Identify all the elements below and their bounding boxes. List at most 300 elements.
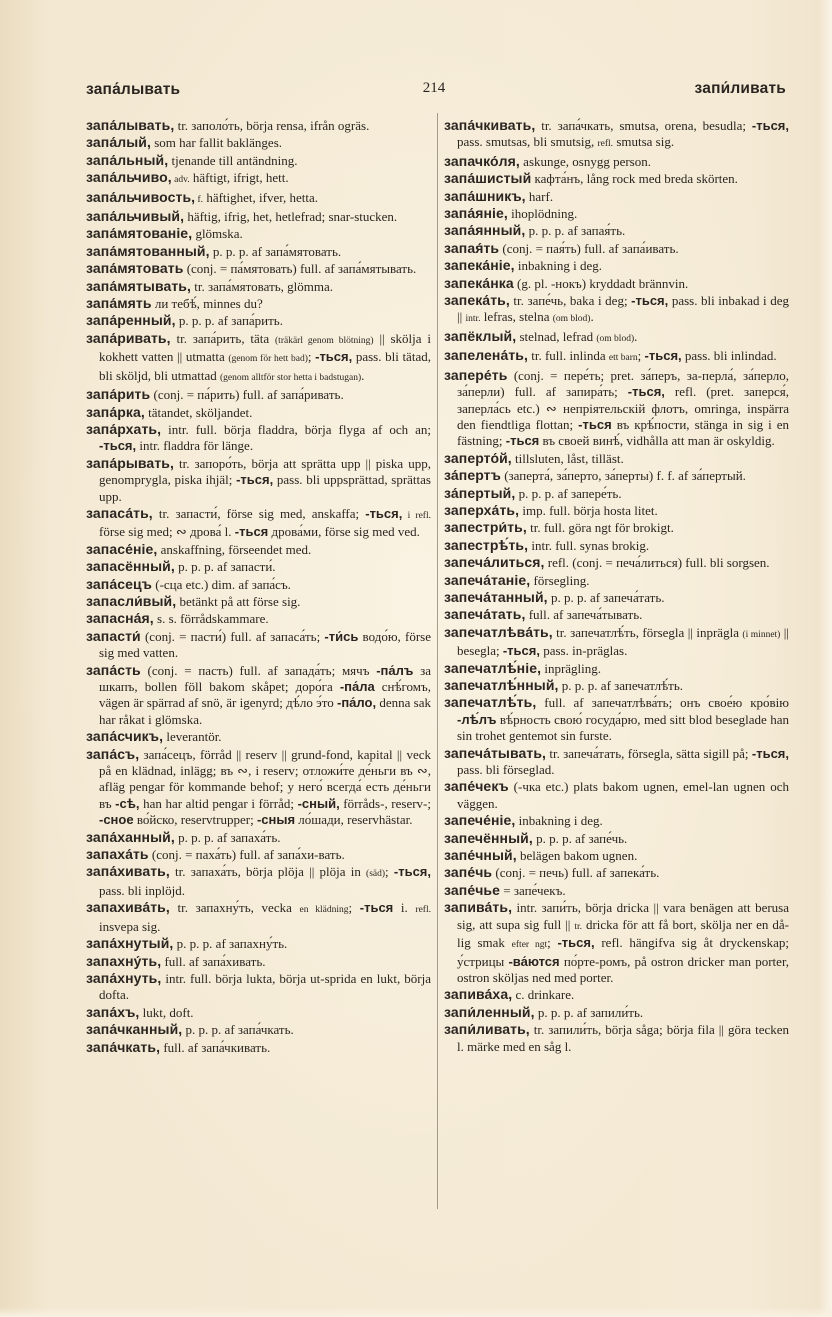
dictionary-entry bbox=[444, 778, 789, 812]
inflection-form: -ться bbox=[578, 416, 612, 432]
usage-note: (träkärl genom blötning) bbox=[275, 335, 374, 346]
headword: запасённый, bbox=[86, 558, 175, 575]
usage-note: (säd) bbox=[366, 869, 386, 880]
dictionary-entry bbox=[86, 208, 431, 225]
headword: запи́ленный, bbox=[444, 1003, 535, 1020]
definition-text: p. p. p. af запа́чкать. bbox=[182, 1022, 294, 1038]
usage-note: (om blod) bbox=[552, 314, 591, 325]
inflection-form: -ва́ются bbox=[508, 953, 560, 969]
definition-text: imp. full. börja hosta litet. bbox=[519, 502, 658, 518]
headword: запа́чканный, bbox=[86, 1021, 183, 1038]
dictionary-entry bbox=[444, 292, 789, 328]
headword: запа́мятывать, bbox=[86, 277, 192, 294]
definition-text: tr. запаха́ть, börja plöja || plöja in bbox=[169, 864, 367, 880]
definition-text: въ своей винѣ́, vidhålla att man är oskyldig. bbox=[539, 433, 775, 449]
dictionary-entry bbox=[444, 1021, 789, 1055]
definition-text: p. p. p. af запили́ть. bbox=[534, 1004, 644, 1020]
usage-note: tr. bbox=[574, 921, 583, 932]
definition-text: leverantör. bbox=[163, 729, 222, 745]
headword: запа́яніе, bbox=[444, 205, 508, 222]
definition-text: дрова́ми, förse sig med ved. bbox=[268, 524, 420, 540]
headword: запачко́ля, bbox=[444, 152, 520, 169]
dictionary-entry bbox=[86, 421, 431, 455]
dictionary-entry bbox=[444, 882, 789, 899]
definition-text: кафта́нъ, lång rock med breda skörten. bbox=[531, 171, 738, 187]
dictionary-entry bbox=[444, 745, 789, 779]
dictionary-entry bbox=[444, 450, 789, 467]
definition-text: pass. bli inplöjd. bbox=[99, 882, 185, 898]
definition-text: снѣ́гомъ, vägen är spärrad af snö, är igenyrd; дѣ́ло э́то bbox=[99, 679, 431, 711]
definition-text: (conj. = па́мятовать) full. af запа́мятывать. bbox=[183, 261, 417, 277]
headword: запасе́ніе, bbox=[86, 540, 158, 557]
definition-text: lukt, doft. bbox=[139, 1004, 194, 1020]
definition-text: smutsa sig. bbox=[613, 134, 675, 150]
dictionary-entry bbox=[444, 1004, 789, 1021]
definition-text: p. p. p. af запеча́тать. bbox=[547, 589, 665, 605]
headword: запаха́ть bbox=[86, 846, 149, 863]
dictionary-entry bbox=[444, 554, 789, 571]
definition-text: p. p. p. af запахну́ть. bbox=[173, 936, 288, 952]
headword: запахну́ть, bbox=[86, 952, 162, 969]
definition-text: (g. pl. -нокъ) kryddadt brännvin. bbox=[513, 275, 689, 291]
headword: запеча́тывать, bbox=[444, 744, 547, 761]
usage-note: refl. bbox=[597, 139, 614, 150]
inflection-form: -ться, bbox=[502, 643, 540, 659]
definition-text: full. af запеча́тывать. bbox=[525, 607, 643, 623]
headword: запечатлѣ́ть, bbox=[444, 694, 537, 711]
headword: запестрѣ́ть, bbox=[444, 536, 529, 553]
inflection-form: -ться, bbox=[644, 348, 682, 364]
definition-text: tillsluten, låst, tilläst. bbox=[511, 450, 624, 466]
definition-text: refl. (conj. = печа́литься) full. bli sorgsen. bbox=[544, 555, 770, 571]
usage-note: i refl. bbox=[402, 510, 431, 521]
headword: запе́чекъ bbox=[444, 778, 509, 795]
definition-text: (conj. = па́рить) full. af запа́ривать. bbox=[150, 387, 344, 403]
definition-text: p. p. p. af запа́рить. bbox=[175, 313, 283, 329]
headword: запа́сецъ bbox=[86, 575, 152, 592]
inflection-form: -па́лъ bbox=[376, 662, 414, 678]
definition-text: въ крѣ́пости, stänga in sig i en fästning; bbox=[457, 416, 789, 449]
dictionary-entry bbox=[86, 189, 431, 208]
dictionary-entry bbox=[444, 502, 789, 519]
headword: запа́мять bbox=[86, 295, 152, 312]
inflection-form: -ться, bbox=[365, 505, 403, 521]
dictionary-entry bbox=[86, 970, 431, 1004]
definition-text: pass. bli tätad, bli sköljd, bli utmattad bbox=[99, 349, 431, 383]
headword: запеча́танный, bbox=[444, 588, 548, 605]
definition-text: inbakning i deg. bbox=[514, 258, 603, 274]
headword: запа́сть bbox=[86, 661, 141, 678]
headword: запа́хнуть, bbox=[86, 969, 162, 986]
definition-text: ihoplödning. bbox=[507, 206, 578, 222]
headword: запа́ривать, bbox=[86, 329, 171, 346]
definition-text: som har fallit baklänges. bbox=[150, 135, 283, 151]
definition-text: refl. hängifva sig åt dryckenskap; у́стрицы bbox=[457, 935, 789, 969]
definition-text: pass. smutsas, bli smutsig, bbox=[457, 134, 598, 150]
definition-text: tr. запахну́ть, vecka bbox=[169, 900, 300, 916]
dictionary-entry bbox=[86, 628, 431, 662]
inflection-form: -па́ло, bbox=[337, 695, 377, 711]
definition-text: p. p. p. af запаха́ть. bbox=[174, 829, 281, 845]
inflection-form: -ться bbox=[359, 900, 394, 916]
headword: запестри́ть, bbox=[444, 519, 527, 536]
dictionary-entry bbox=[444, 328, 789, 347]
dictionary-entry bbox=[86, 169, 431, 188]
definition-text: förråds-, reserv-; bbox=[339, 795, 431, 811]
dictionary-entry bbox=[86, 386, 431, 403]
headword: запа́лывать, bbox=[86, 117, 175, 133]
definition-text: ; bbox=[547, 935, 558, 951]
left-column bbox=[86, 117, 431, 1056]
dictionary-entry bbox=[444, 188, 789, 205]
headword: запа́рить bbox=[86, 386, 151, 403]
inflection-form: -ти́сь bbox=[324, 628, 359, 644]
definition-text: tr. заполо́ть, börja rensa, ifrån ogräs. bbox=[174, 118, 370, 133]
definition-text: insvepa sig. bbox=[99, 918, 161, 934]
headword: запа́льный, bbox=[86, 151, 169, 168]
definition-text: pass. bli uppsprättad, sprättas upp. bbox=[99, 472, 431, 504]
dictionary-entry bbox=[444, 864, 789, 881]
dictionary-entry bbox=[86, 295, 431, 312]
definition-text: stelnad, lefrad bbox=[516, 328, 597, 344]
dictionary-entry bbox=[86, 846, 431, 863]
inflection-form: -ться, bbox=[315, 349, 353, 365]
definition-text: intr. full. börja lukta, börja ut-sprida en lukt, börja dofta. bbox=[99, 970, 431, 1003]
definition-text: ло́шади, reservhästar. bbox=[295, 812, 413, 828]
definition-text: tr. запа́мятовать, glömma. bbox=[191, 278, 334, 294]
definition-text: s. s. förrådskammare. bbox=[153, 611, 269, 627]
paper-edge bbox=[0, 1307, 832, 1317]
page-number: 214 bbox=[422, 80, 446, 96]
headword: запеча́таніе, bbox=[444, 571, 531, 588]
inflection-form: -ться, bbox=[557, 935, 595, 951]
column-divider bbox=[437, 113, 438, 1209]
headword: запа́ханный, bbox=[86, 828, 175, 845]
dictionary-entry bbox=[86, 728, 431, 745]
headword: за́пертъ bbox=[444, 467, 501, 484]
definition-text: tr. запеча́тать, försegla, sätta sigill på; bbox=[546, 745, 752, 761]
headword: запа́мятованный, bbox=[86, 242, 210, 259]
headword: запа́янный, bbox=[444, 222, 526, 239]
dictionary-entry bbox=[444, 694, 789, 744]
definition-text: lefras, stelna bbox=[480, 309, 553, 325]
definition-text: p. p. p. af запасти́. bbox=[174, 559, 276, 575]
headword: запива́ть, bbox=[444, 899, 513, 916]
dictionary-entry bbox=[444, 485, 789, 502]
dictionary-entry bbox=[444, 677, 789, 694]
definition-text: intr. fladdra för länge. bbox=[136, 438, 254, 454]
definition-text: tr. запа́рить, täta bbox=[170, 330, 276, 346]
definition-text: p. p. p. af запечатлѣ́ть. bbox=[558, 678, 684, 693]
definition-text: (conj. = печь) full. af запека́ть. bbox=[492, 865, 660, 881]
headword: запе́чь bbox=[444, 864, 493, 881]
headword: запасти́ bbox=[86, 627, 141, 644]
definition-text: (-сца etc.) dim. af запа́съ. bbox=[152, 576, 291, 592]
headword: запеча́тать, bbox=[444, 606, 526, 623]
definition-text: tr. full. göra ngt för brokigt. bbox=[526, 520, 674, 536]
usage-note: (genom alltför stor hetta i badstugan) bbox=[219, 372, 362, 383]
headword: запа́чкать, bbox=[86, 1038, 161, 1055]
usage-note: ett barn bbox=[608, 353, 638, 364]
definition-text: за шкапъ, bollen föll bakom skåpet; доро́га bbox=[99, 662, 432, 694]
definition-text: belägen bakom ugnen. bbox=[516, 848, 638, 864]
inflection-form: -ться, bbox=[751, 745, 789, 761]
dictionary-entry bbox=[444, 537, 789, 554]
dictionary-entry bbox=[86, 610, 431, 627]
definition-text: inbakning i deg. bbox=[515, 813, 603, 829]
headword: запечатлѣ́нный, bbox=[444, 677, 559, 693]
definition-text: denna sak har råkat i glömska. bbox=[99, 695, 431, 727]
definition-text: (conj. = пая́ть) full. af запа́ивать. bbox=[499, 240, 679, 256]
headword: запа́хнутый, bbox=[86, 935, 174, 952]
dictionary-entry bbox=[86, 455, 431, 505]
headword: запёклый, bbox=[444, 327, 517, 344]
definition-text: pass. bli inbakad i deg || bbox=[457, 293, 789, 325]
headword: запека́ть, bbox=[444, 292, 510, 309]
definition-text: pass. in-präglas. bbox=[539, 643, 628, 659]
definition-text: han har altid pengar i förråd; bbox=[139, 795, 298, 811]
definition-text: p. p. p. af запе́чь. bbox=[532, 830, 628, 846]
dictionary-entry bbox=[86, 863, 431, 899]
running-head-left: запа́лывать bbox=[86, 81, 181, 98]
definition-text: запа́сецъ, förråd || reserv || grund-fond, kapital || veck på en klädnad, inlägg; въ ∾, i reserv; отложи́те де́ньги въ ∾, afläg pengar för kommande behof; у него́ всегда́ есть де́ньги въ bbox=[99, 746, 431, 811]
headword: запе́чный, bbox=[444, 847, 517, 864]
definition-text: full. af запа́хивать. bbox=[161, 953, 266, 969]
dictionary-entry bbox=[444, 257, 789, 274]
headword: запа́хивать, bbox=[86, 863, 170, 880]
definition-text: pass. bli förseglad. bbox=[457, 762, 555, 778]
headword: запека́нка bbox=[444, 274, 514, 291]
definition-text: refl. (pret. заперся́, заперла́сь etc.) ∾ непріятельскій флотъ, omringa, inspärra den fiendtliga flottan; bbox=[457, 384, 789, 432]
dictionary-entry bbox=[444, 519, 789, 536]
definition-text: вѣ́рность свою́ госуда́рю, med sitt blod beseglade han sin trohet gentemot sin furste. bbox=[457, 711, 789, 744]
headword: запа́рывать, bbox=[86, 454, 174, 471]
dictionary-entry bbox=[86, 152, 431, 169]
definition-text: intr. запи́ть, börja dricka || vara benägen att berusa sig, att supa sig full || bbox=[457, 900, 789, 932]
paper-edge bbox=[818, 0, 832, 1317]
definition-text: förse sig med; ∾ дрова́ l. bbox=[99, 524, 235, 540]
headword: заперто́й, bbox=[444, 449, 512, 466]
inflection-form: -сѣ, bbox=[115, 795, 140, 811]
definition-text: tjenande till antändning. bbox=[168, 152, 298, 168]
definition-text: p. p. p. af запере́ть. bbox=[515, 485, 622, 501]
definition-text: (заперта́, за́перто, за́перты) f. f. af за́пертый. bbox=[500, 468, 746, 484]
definition-text: betänkt på att förse sig. bbox=[176, 593, 301, 609]
definition-text: || skölja i kokhett vatten || utmatta bbox=[99, 330, 431, 365]
usage-note: en klädning bbox=[299, 905, 349, 916]
dictionary-entry bbox=[444, 986, 789, 1003]
inflection-form: -лѣ́лъ bbox=[457, 711, 497, 727]
definition-text: ли тебѣ́, minnes du? bbox=[151, 296, 263, 312]
dictionary-entry bbox=[444, 624, 789, 660]
dictionary-entry bbox=[86, 117, 431, 134]
dictionary-entry bbox=[444, 222, 789, 239]
dictionary-entry bbox=[444, 240, 789, 257]
dictionary-entry bbox=[86, 953, 431, 970]
inflection-form: -сный, bbox=[297, 795, 340, 811]
definition-text: tätandet, sköljandet. bbox=[144, 404, 253, 420]
headword: запеча́литься, bbox=[444, 554, 545, 571]
dictionary-entry bbox=[444, 275, 789, 292]
definition-text: intr. full. synas brokig. bbox=[528, 537, 650, 553]
dictionary-entry bbox=[86, 278, 431, 295]
headword: запа́лый, bbox=[86, 134, 151, 151]
usage-note: (i minnet) bbox=[742, 629, 781, 640]
definition-text: ; bbox=[637, 348, 645, 364]
inflection-form: -ться bbox=[234, 524, 269, 540]
headword: запа́рхать, bbox=[86, 420, 162, 437]
dictionary-entry bbox=[444, 847, 789, 864]
definition-text: tr. запечатлѣ́ть, försegla || inprägla bbox=[552, 624, 743, 640]
dictionary-entry bbox=[86, 404, 431, 421]
dictionary-entry bbox=[86, 330, 431, 386]
definition-text: harf. bbox=[525, 188, 554, 204]
dictionary-entry bbox=[86, 593, 431, 610]
definition-text: по́рте-ромъ, på ostron dricker man porter, ostron sköljas ned med porter. bbox=[457, 953, 789, 985]
dictionary-entry bbox=[86, 576, 431, 593]
definition-text: pass. bli inlindad. bbox=[681, 348, 777, 364]
dictionary-entry bbox=[444, 589, 789, 606]
headword: за́пертый, bbox=[444, 484, 516, 501]
definition-text: = запе́чекъ. bbox=[500, 882, 566, 898]
definition-text: tr. запоро́ть, börja att sprätta upp || piska upp, genomprygla, piska ihjäl; bbox=[99, 455, 431, 488]
headword: запа́мятованіе, bbox=[86, 225, 193, 242]
headword: запа́льчивость, bbox=[86, 188, 196, 205]
headword: запечатлѣ́ніе, bbox=[444, 659, 542, 676]
headword: запа́рка, bbox=[86, 403, 145, 420]
inflection-form: -ться bbox=[505, 433, 540, 449]
dictionary-entry bbox=[86, 746, 431, 829]
dictionary-entry bbox=[444, 572, 789, 589]
dictionary-entry bbox=[86, 662, 431, 729]
usage-note: (genom för hett bad) bbox=[228, 354, 308, 365]
usage-note: f. bbox=[195, 194, 204, 205]
definition-text: häftigt, ifrigt, hett. bbox=[189, 170, 289, 186]
inflection-form: -сныя bbox=[256, 812, 296, 828]
dictionary-entry bbox=[86, 134, 431, 151]
headword: запасли́вый, bbox=[86, 592, 177, 609]
dictionary-entry bbox=[86, 505, 431, 541]
dictionary-entry bbox=[86, 541, 431, 558]
headword: запе́чье bbox=[444, 881, 501, 898]
definition-text: inprägling. bbox=[541, 660, 602, 676]
dictionary-entry bbox=[444, 205, 789, 222]
definition-text: full. af запа́чкивать. bbox=[160, 1039, 271, 1055]
definition-text: tr. full. inlinda bbox=[528, 348, 609, 364]
definition-text: . bbox=[590, 309, 594, 325]
dictionary-entry bbox=[444, 467, 789, 484]
headword: запива́ха, bbox=[444, 986, 513, 1003]
headword: запа́шистый bbox=[444, 170, 532, 187]
definition-text: intr. full. börja fladdra, börja flyga af och an; bbox=[161, 421, 431, 437]
dictionary-entry bbox=[86, 899, 431, 935]
definition-text: häftig, ifrig, het, hetlefrad; snar-stucken. bbox=[184, 209, 398, 225]
inflection-form: -сное bbox=[99, 812, 134, 828]
dictionary-entry bbox=[444, 606, 789, 623]
dictionary-entry bbox=[444, 899, 789, 986]
headword: запахива́ть, bbox=[86, 899, 170, 916]
definition-text: (conj. = пасти́) full. af запаса́ть; bbox=[140, 628, 325, 644]
inflection-form: -ться, bbox=[393, 864, 431, 880]
definition-text: p. p. p. af запая́ть. bbox=[525, 223, 626, 239]
dictionary-entry bbox=[444, 117, 789, 153]
definition-text: (conj. = пере́ть; pret. за́перъ, за-перла́, за́перло, за́перли) full. af запира́ть; bbox=[457, 367, 789, 400]
definition-text: во́йско, reservtrupper; bbox=[133, 812, 257, 828]
dictionary-entry bbox=[444, 347, 789, 366]
headword: запа́льчивый, bbox=[86, 208, 185, 225]
dictionary-entry bbox=[444, 153, 789, 170]
dictionary-entry bbox=[444, 367, 789, 450]
definition-text: försegling. bbox=[530, 572, 590, 588]
definition-text: ; bbox=[348, 900, 360, 916]
dictionary-entry bbox=[86, 558, 431, 575]
headword: заперха́ть, bbox=[444, 501, 520, 518]
definition-text: anskaffning, förseendet med. bbox=[157, 541, 312, 557]
right-column bbox=[444, 117, 789, 1055]
usage-note: refl. bbox=[415, 905, 431, 916]
definition-text: ; bbox=[385, 864, 394, 880]
definition-text: askunge, osnygg person. bbox=[519, 153, 651, 169]
definition-text: tr. запа́чкать, smutsa, orena, besudla; bbox=[535, 118, 752, 133]
definition-text: i. bbox=[393, 900, 416, 916]
definition-text: || besegla; bbox=[457, 624, 789, 659]
headword: запасна́я, bbox=[86, 610, 154, 627]
inflection-form: -ться, bbox=[751, 118, 789, 133]
definition-text: häftighet, ifver, hetta. bbox=[203, 189, 319, 205]
headword: запа́чкивать, bbox=[444, 117, 536, 133]
usage-note: adv. bbox=[171, 175, 190, 186]
inflection-form: -ться, bbox=[236, 472, 274, 488]
headword: запа́льчиво, bbox=[86, 169, 172, 186]
headword: запа́хъ, bbox=[86, 1003, 140, 1020]
dictionary-entry bbox=[444, 660, 789, 677]
usage-note: (om blod) bbox=[596, 333, 635, 344]
definition-text: водо́ю, förse sig med vatten. bbox=[99, 628, 431, 661]
definition-text: (conj. = пасть) full. af запада́ть; мячъ bbox=[140, 662, 377, 678]
headword: запелена́ть, bbox=[444, 347, 528, 364]
dictionary-entry bbox=[86, 312, 431, 329]
definition-text: (-чка etc.) plats bakom ugnen, emel-lan ugnen och väggen. bbox=[457, 779, 789, 811]
definition-text: . bbox=[361, 367, 365, 383]
headword: запаса́ть, bbox=[86, 504, 153, 521]
dictionary-entry bbox=[86, 225, 431, 242]
headword: запече́ніе, bbox=[444, 812, 516, 829]
dictionary-entry bbox=[86, 1039, 431, 1056]
inflection-form: -ться, bbox=[627, 384, 665, 400]
dictionary-entry bbox=[444, 170, 789, 187]
definition-text: (conj. = паха́ть) full. af запа́хи-вать. bbox=[148, 847, 345, 863]
inflection-form: -ться, bbox=[99, 438, 137, 454]
inflection-form: -ться, bbox=[631, 293, 669, 309]
headword: запа́мятовать bbox=[86, 260, 184, 277]
definition-text: . bbox=[634, 328, 638, 344]
headword: запере́ть bbox=[444, 366, 508, 383]
headword: запечатлѣва́ть, bbox=[444, 623, 553, 640]
definition-text: glömska. bbox=[192, 226, 243, 242]
definition-text: tr. запасти́, förse sig med, anskaffa; bbox=[152, 505, 366, 521]
headword: запека́ніе, bbox=[444, 257, 515, 274]
definition-text: full. af запечатлѣва́ть; онъ свое́ю кро́вію bbox=[536, 695, 789, 711]
definition-text: ; bbox=[307, 349, 316, 365]
usage-note: intr. bbox=[465, 314, 481, 325]
headword: запая́ть bbox=[444, 239, 500, 256]
dictionary-entry bbox=[86, 1004, 431, 1021]
dictionary-entry bbox=[444, 830, 789, 847]
definition-text: c. drinkare. bbox=[512, 987, 575, 1003]
headword: запа́шникъ, bbox=[444, 187, 526, 204]
usage-note: efter ngt bbox=[511, 940, 548, 951]
definition-text: tr. запили́ть, börja såga; börja fila || göra tecken l. märke med en såg l. bbox=[457, 1022, 789, 1054]
